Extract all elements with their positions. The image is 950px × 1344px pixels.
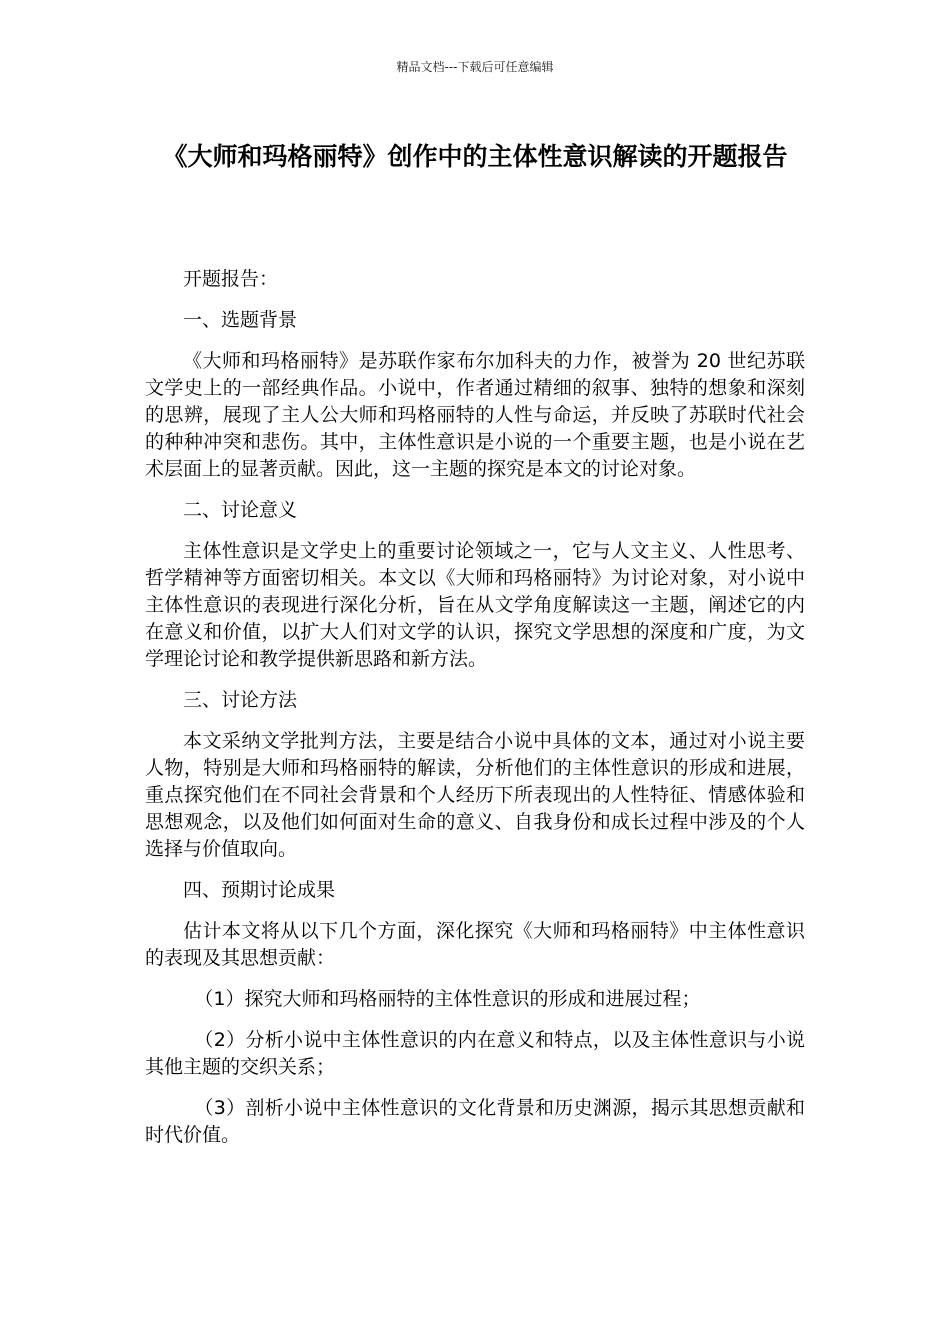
section-4-list-item-1: （1）探究大师和玛格丽特的主体性意识的形成和进展过程； [194, 988, 701, 1010]
section-4-heading: 四、预期讨论成果 [183, 879, 336, 901]
section-4-list-item-2: （2）分析小说中主体性意识的内在意义和特点，以及主体性意识与小说其他主题的交织关系； [145, 1029, 805, 1078]
section-3-heading: 三、讨论方法 [183, 689, 298, 711]
document-title: 《大师和玛格丽特》创作中的主体性意识解读的开题报告 [162, 142, 788, 171]
intro-label: 开题报告： [183, 268, 279, 290]
section-3-paragraph: 本文采纳文学批判方法，主要是结合小说中具体的文本，通过对小说主要人物，特别是大师和玛格丽特的解读，分析他们的主体性意识的形成和进展，重点探究他们在不同社会背景和个人经历下所表现出的人性特征、情感体验和思想观念，以及他们如何面对生命的意义、自我身份和成长过程中涉及的个人选择与价值取向。 [145, 730, 805, 860]
section-4-list-item-3: （3）剖析小说中主体性意识的文化背景和历史渊源，揭示其思想贡献和时代价值。 [145, 1097, 805, 1146]
document-body [145, 266, 805, 1163]
section-4-paragraph: 估计本文将从以下几个方面，深化探究《大师和玛格丽特》中主体性意识的表现及其思想贡献： [145, 920, 805, 969]
section-1-heading: 一、选题背景 [183, 309, 298, 331]
section-1-paragraph: 《大师和玛格丽特》是苏联作家布尔加科夫的力作，被誉为 20 世纪苏联文学史上的一部经典作品。小说中，作者通过精细的叙事、独特的想象和深刻的思辨，展现了主人公大师和玛格丽特的人性与命运，并反映了苏联时代社会的种种冲突和悲伤。其中，主体性意识是小说的一个重要主题，也是小说在艺术层面上的显著贡献。因此，这一主题的探究是本文的讨论对象。 [145, 350, 805, 480]
section-2-heading: 二、讨论意义 [183, 499, 298, 521]
section-2-paragraph: 主体性意识是文学史上的重要讨论领域之一，它与人文主义、人性思考、哲学精神等方面密切相关。本文以《大师和玛格丽特》为讨论对象，对小说中主体性意识的表现进行深化分析，旨在从文学角度解读这一主题，阐述它的内在意义和价值，以扩大人们对文学的认识，探究文学思想的深度和广度，为文学理论讨论和教学提供新思路和新方法。 [145, 540, 805, 670]
header-note: 精品文档---下载后可任意编辑 [396, 60, 554, 74]
